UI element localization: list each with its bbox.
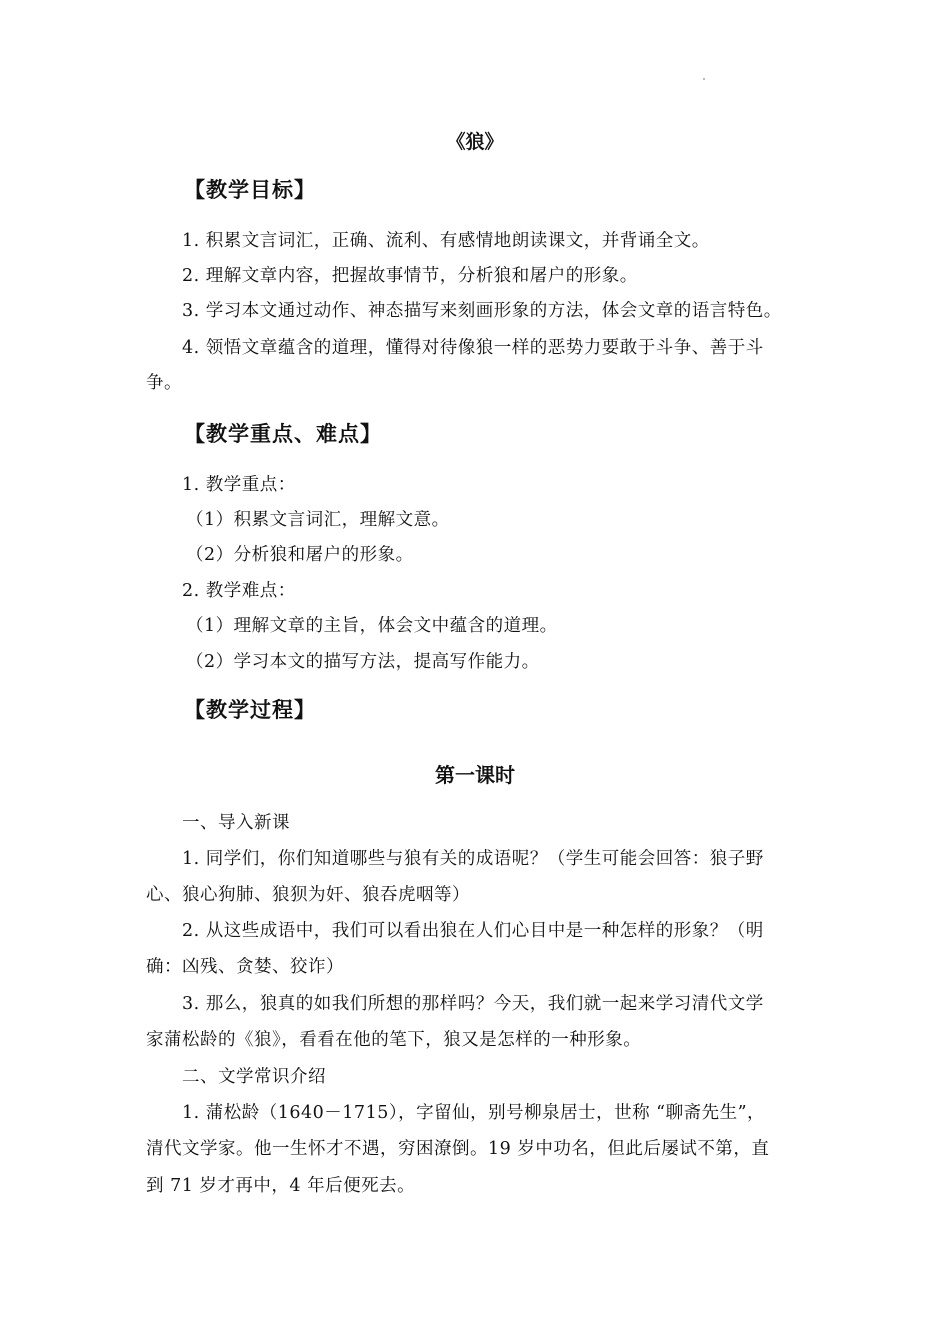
intro-line-continued: 家蒲松龄的《狼》，看看在他的笔下，狼又是怎样的一种形象。 [146,1030,642,1050]
key-point-item: 1. 教学重点： [182,475,296,495]
key-point-item: （1）理解文章的主旨，体会文中蕴含的道理。 [186,616,558,636]
goal-item: 1. 积累文言词汇，正确、流利、有感情地朗读课文，并背诵全文。 [182,231,710,251]
goal-item-continued: 争。 [146,373,182,393]
key-point-item: （1）积累文言词汇，理解文意。 [186,510,450,530]
intro-line-continued: 确：凶残、贪婪、狡诈） [146,957,344,977]
page-mark [703,78,705,80]
goals-heading: 【教学目标】 [184,178,316,202]
lesson-title: 第一课时 [435,763,515,787]
lit-line: 1. 蒲松龄（1640－1715），字留仙，别号柳泉居士，世称 “聊斋先生”， [182,1103,766,1123]
lit-line-continued: 清代文学家。他一生怀才不遇，穷困潦倒。19 岁中功名，但此后屡试不第，直 [146,1139,770,1159]
intro-line: 2. 从这些成语中，我们可以看出狼在人们心目中是一种怎样的形象？（明 [182,921,764,941]
intro-line: 1. 同学们，你们知道哪些与狼有关的成语呢？（学生可能会回答：狼子野 [182,849,764,869]
document-title: 《狼》 [446,131,504,153]
goal-item: 3. 学习本文通过动作、神态描写来刻画形象的方法，体会文章的语言特色。 [182,301,782,321]
process-heading: 【教学过程】 [184,698,316,722]
lit-line-continued: 到 71 岁才再中，4 年后便死去。 [146,1176,416,1196]
lit-heading: 二、文学常识介绍 [182,1067,326,1087]
goal-item: 2. 理解文章内容，把握故事情节，分析狼和屠户的形象。 [182,266,638,286]
key-point-item: 2. 教学难点： [182,581,296,601]
intro-line: 3. 那么，狼真的如我们所想的那样吗？今天，我们就一起来学习清代文学 [182,994,764,1014]
key-point-item: （2）学习本文的描写方法，提高写作能力。 [186,652,540,672]
key-point-item: （2）分析狼和屠户的形象。 [186,545,414,565]
goal-item: 4. 领悟文章蕴含的道理，懂得对待像狼一样的恶势力要敢于斗争、善于斗 [182,338,764,358]
intro-heading: 一、导入新课 [182,813,290,833]
key-points-heading: 【教学重点、难点】 [184,422,382,446]
intro-line-continued: 心、狼心狗肺、狼狈为奸、狼吞虎咽等） [146,885,470,905]
